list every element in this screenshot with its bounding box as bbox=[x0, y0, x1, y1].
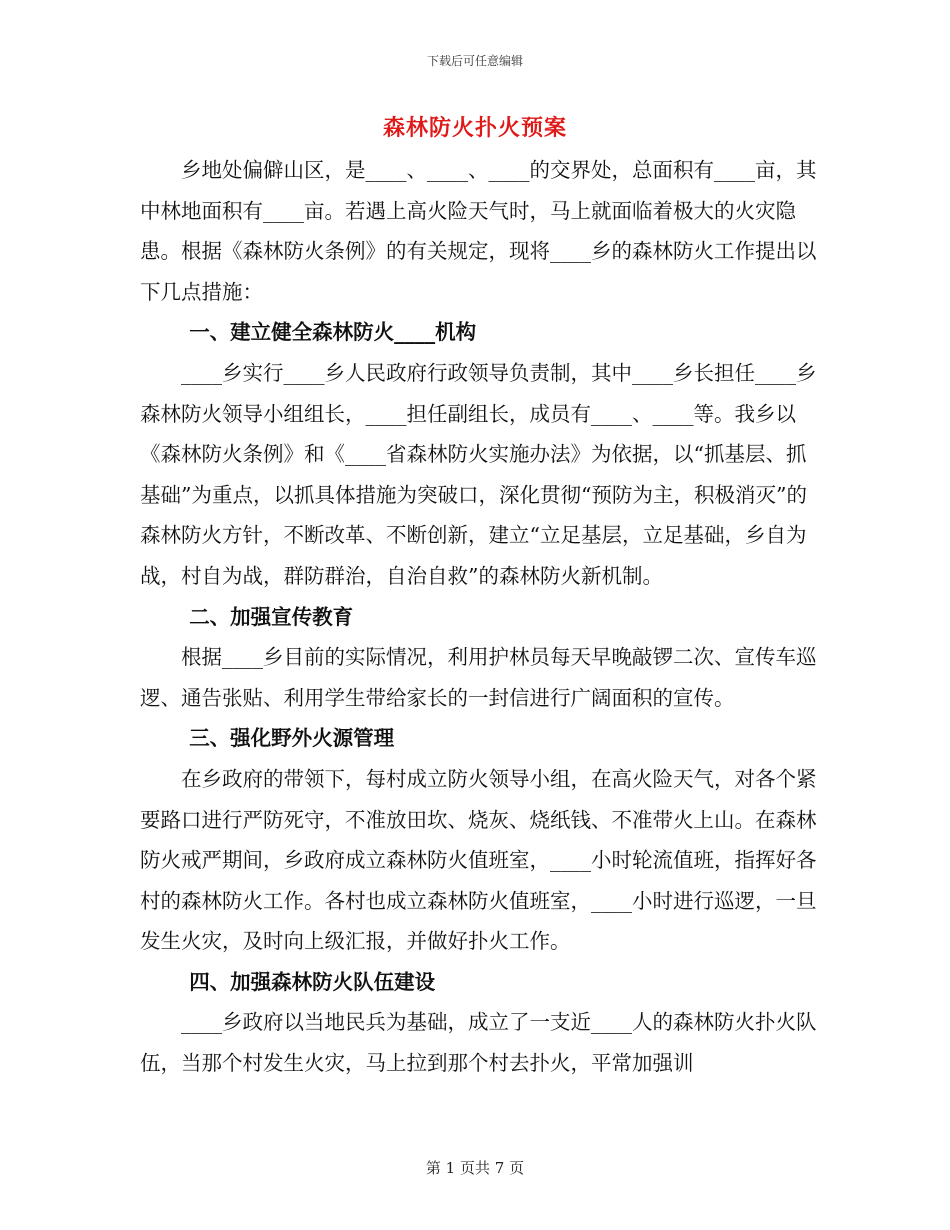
section-paragraph-3: 在乡政府的带领下，每村成立防火领导小组，在高火险天气，对各个紧要路口进行严防死守，不准放田坎、烧灰、烧纸钱、不准带火上山。在森林防火戒严期间，乡政府成立森林防火值班室，____小时轮流值班，指挥好各村的森林防火工作。各村也成立森林防火值班室，____小时进行巡逻，一旦发生火灾，及时向上级汇报，并做好扑火工作。 bbox=[140, 766, 817, 954]
document-title: 森林防火扑火预案 bbox=[382, 115, 567, 141]
page-number: 第 1 页共 7 页 bbox=[425, 1159, 525, 1177]
section-heading-3: 三、强化野外火源管理 bbox=[189, 726, 395, 751]
section-paragraph-4: ____乡政府以当地民兵为基础，成立了一支近____人的森林防火扑火队伍，当那个村发生火灾，马上拉到那个村去扑火，平常加强训 bbox=[140, 1010, 817, 1076]
document-body bbox=[140, 150, 820, 1084]
section-heading-1: 一、建立健全森林防火____机构 bbox=[189, 320, 477, 345]
section-heading-2: 二、加强宣传教育 bbox=[189, 604, 354, 629]
page-header: 下载后可任意编辑 bbox=[426, 54, 523, 68]
intro-paragraph: 乡地处偏僻山区，是____、____、____的交界处，总面积有____亩，其中林地面积有____亩。若遇上高火险天气时，马上就面临着极大的火灾隐患。根据《森林防火条例》的有关规定，现将____乡的森林防火工作提出以下几点措施： bbox=[140, 158, 817, 304]
section-paragraph-1: ____乡实行____乡人民政府行政领导负责制，其中____乡长担任____乡森林防火领导小组组长，____担任副组长，成员有____、____等。我乡以《森林防火条例》和《____省森林防火实施办法》为依据，以“抓基层、抓基础”为重点，以抓具体措施为突破口，深化贯彻“预防为主，积极消灭”的森林防火方针，不断改革、不断创新，建立“立足基层，立足基础，乡自为战，村自为战，群防群治，自治自救”的森林防火新机制。 bbox=[140, 360, 817, 588]
section-paragraph-2: 根据____乡目前的实际情况，利用护林员每天早晚敲锣二次、宣传车巡逻、通告张贴、利用学生带给家长的一封信进行广阔面积的宣传。 bbox=[140, 645, 817, 710]
section-heading-4: 四、加强森林防火队伍建设 bbox=[189, 969, 436, 994]
